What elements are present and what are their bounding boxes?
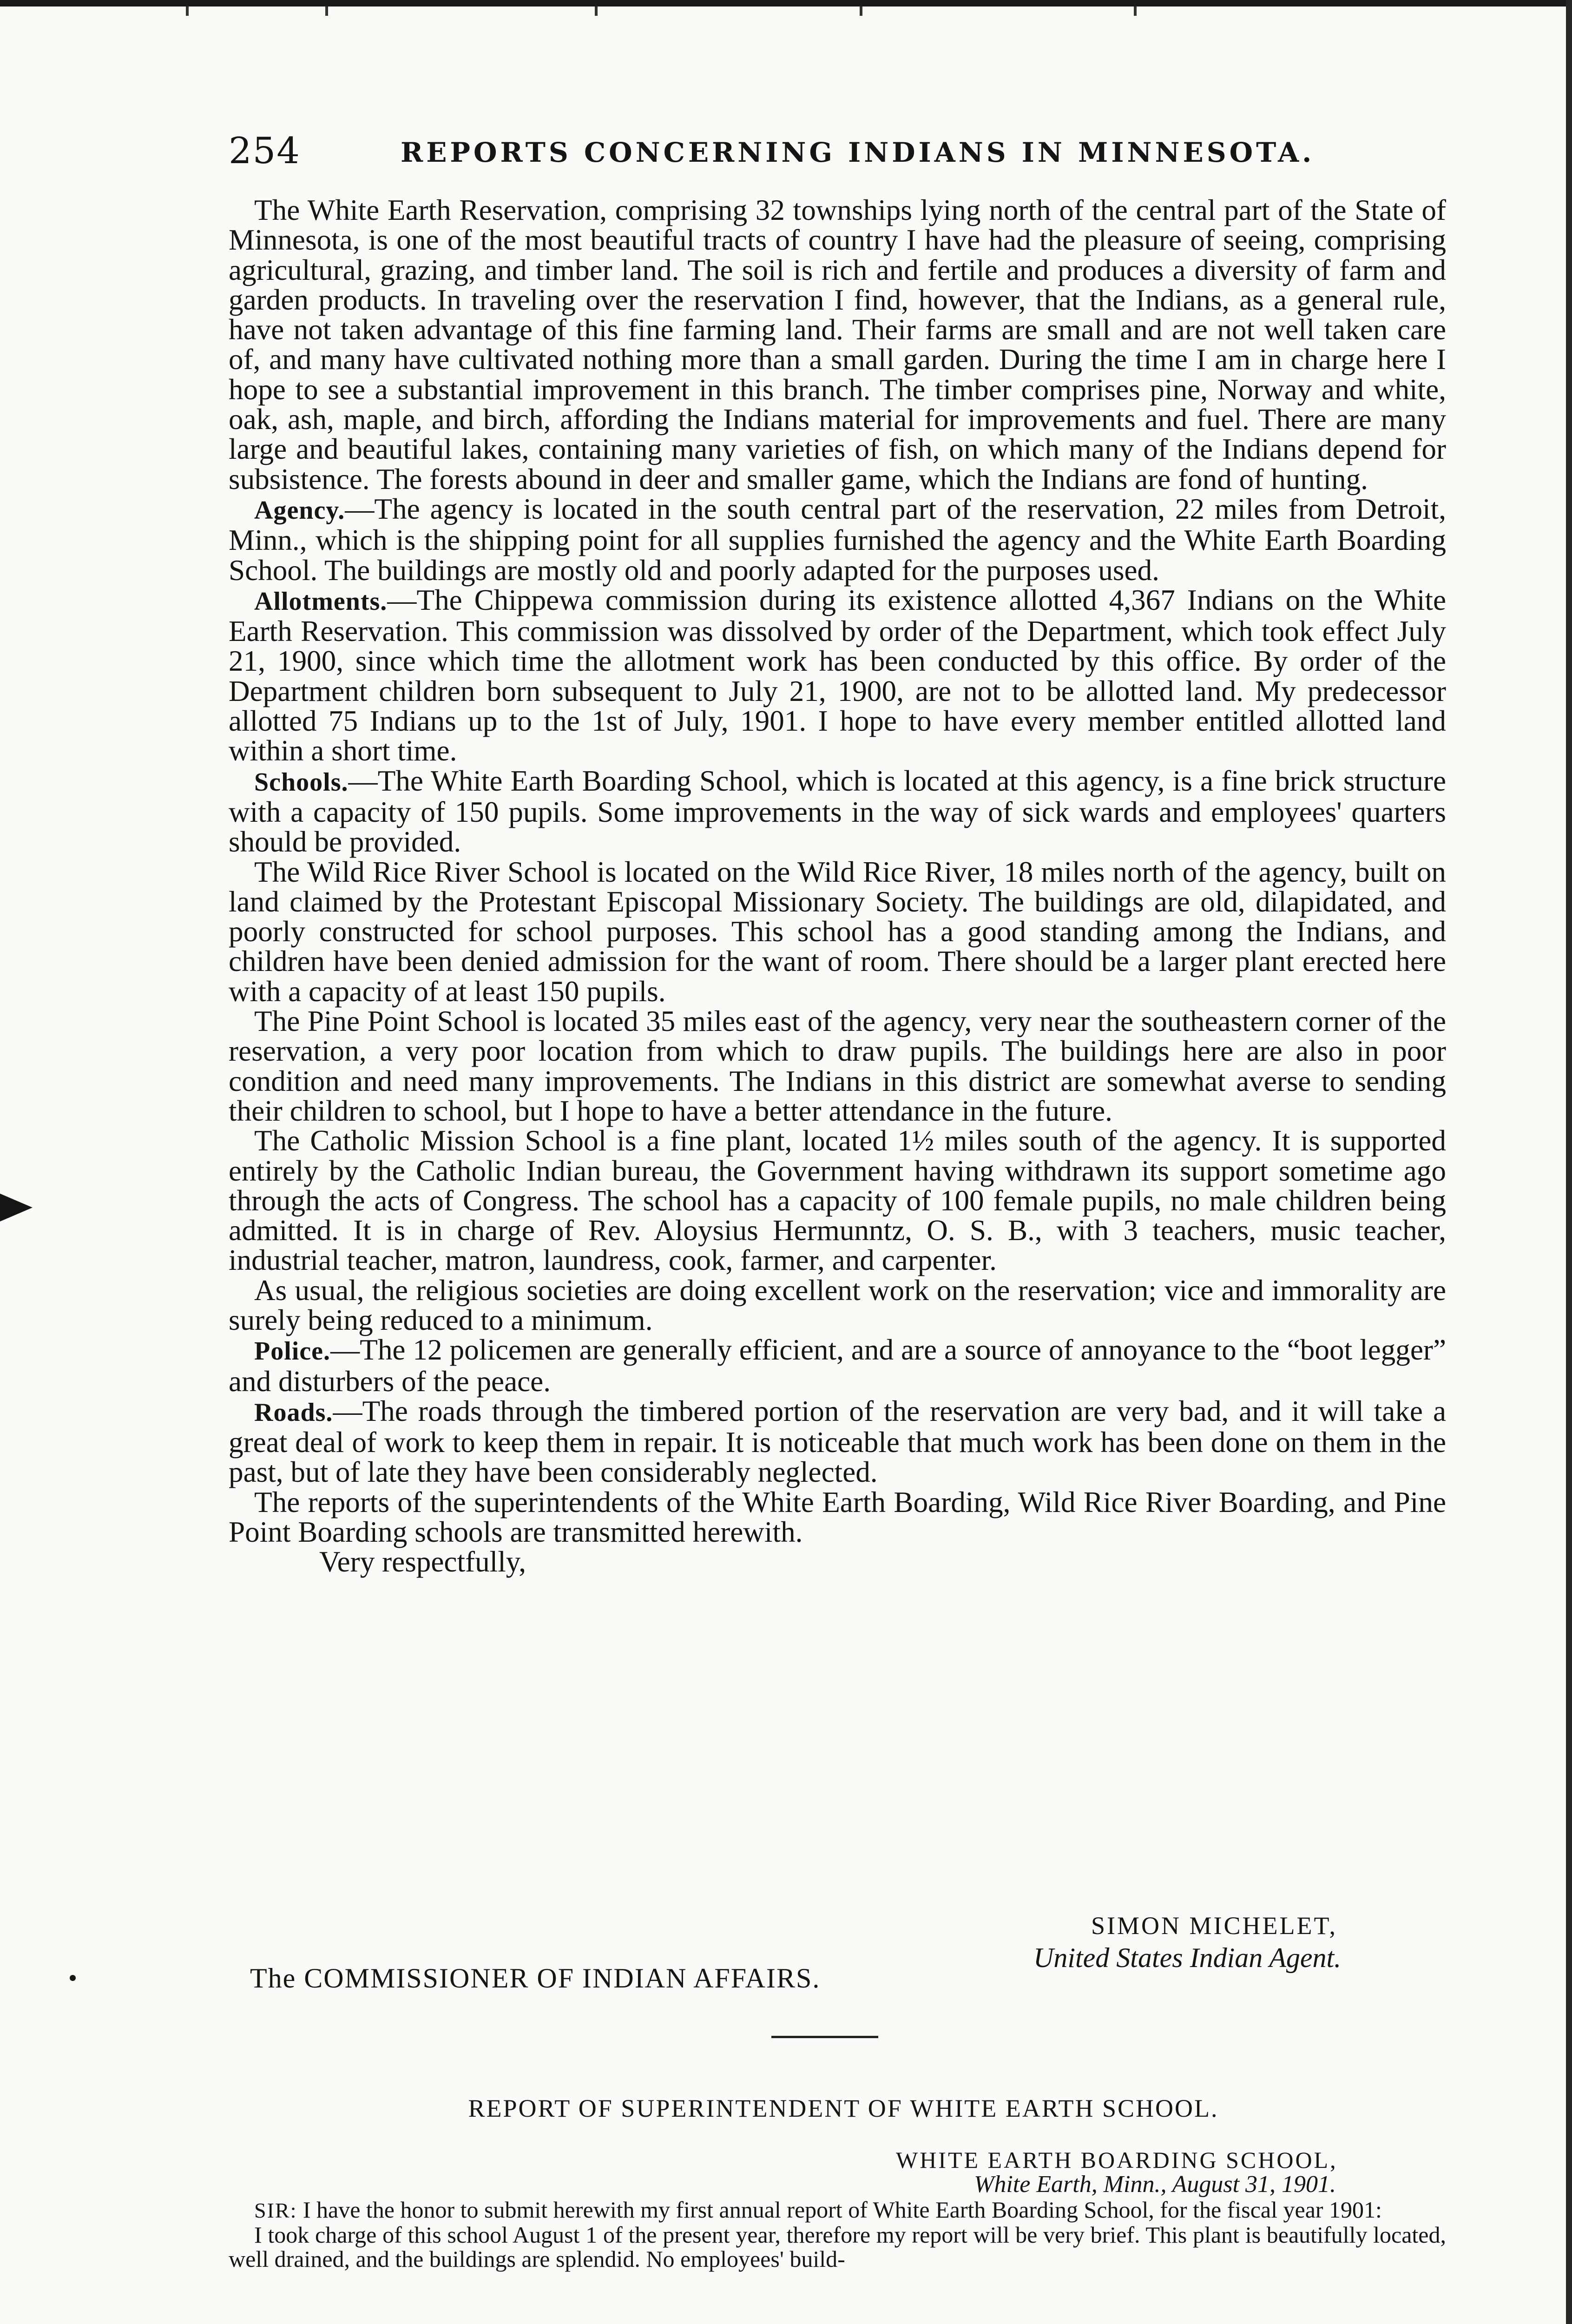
paragraph-police [229,1335,1446,1396]
police-run-in-heading: Police. [254,1337,331,1366]
next-report-paragraph-1 [229,2198,1446,2223]
roads-text: —The roads through the timbered portion of the reservation are very bad, and it will take a great deal of work to keep them in repair. It is noticeable that much work has been done on them in the past, but of late they have been considerably neglected. [229,1394,1446,1489]
allotments-text: —The Chippewa commission during its existence allotted 4,367 Indians on the White Earth Reservation. This commission was dissolved by order of the Department, which took effect July 21, 1900, since which time the allotment work has been conducted by this office. By order of the Department children born subsequent to July 21, 1900, are not to be allotted land. My predecessor allotted 75 Indians up to the 1st of July, 1901. I hope to have every member entitled allotted land within a short time. [229,583,1446,767]
scan-edge-mark [325,7,328,16]
police-text: —The 12 policemen are generally efficient, and are a source of annoyance to the “boot legger” and disturbers of the peace. [229,1334,1446,1398]
scan-edge-top [0,0,1572,7]
allotments-run-in-heading: Allotments. [254,587,388,616]
margin-pointer-mark [0,1194,33,1221]
roads-run-in-heading: Roads. [254,1398,333,1427]
paragraph-pine-point-school: The Pine Point School is located 35 miles east of the agency, very near the southeastern corner of the reservation, a very poor location from which to draw pupils. The buildings here are also in poor condition and need many improvements. The Indians in this district are somewhat averse to sending their children to school, but I hope to have a better attendance in the future. [229,1005,1446,1127]
addressee: The COMMISSIONER OF INDIAN AFFAIRS. [250,1963,821,1994]
paragraph-allotments [229,585,1446,766]
paragraph-agency [229,494,1446,585]
section-divider-rule [771,2036,878,2038]
scan-edge-mark [595,7,598,16]
paragraph-catholic-mission-school: The Catholic Mission School is a fine plant, located 1½ miles south of the agency. It is supported entirely by the Catholic Indian bureau, the Government having withdrawn its support sometime ago through the acts of Congress. The school has a capacity of 100 female pupils, no male children being admitted. It is in charge of Rev. Aloysius Hermunntz, O. S. B., with 3 teachers, music teacher, industrial teacher, matron, laundress, cook, farmer, and carpenter. [229,1124,1446,1277]
paragraph-roads [229,1396,1446,1487]
report-body [229,195,1446,1577]
next-report-heading: REPORT OF SUPERINTENDENT OF WHITE EARTH SCHOOL. [468,2094,1219,2122]
signature-title: United States Indian Agent. [1033,1942,1342,1973]
schools-text: —The White Earth Boarding School, which is located at this agency, is a fine brick structure with a capacity of 150 pupils. Some improvements in the way of sick wards and employees' quarters should be provided. [229,764,1446,858]
page-number: 254 [229,130,301,172]
paragraph-schools [229,766,1446,857]
agency-run-in-heading: Agency. [254,495,345,525]
letterhead-school: WHITE EARTH BOARDING SCHOOL, [896,2147,1338,2173]
scan-edge-mark [186,7,189,16]
running-title: REPORTS CONCERNING INDIANS IN MINNESOTA. [401,137,1315,168]
running-head [229,130,1446,177]
paragraph-wild-rice-school: The Wild Rice River School is located on the Wild Rice River, 18 miles north of the agency, built on land claimed by the Protestant Episcopal Missionary Society. The buildings are old, dilapidated, and poorly constructed for school purposes. This school has a good standing among the Indians, and children have been denied admission for the want of room. There should be a larger plant erected here with a capacity of at least 150 pupils. [229,855,1446,1008]
scan-edge-mark [860,7,862,16]
agency-text: —The agency is located in the south central part of the reservation, 22 miles from Detroit, Minn., which is the shipping point for all supplies furnished the agency and the White Earth Boarding School. The buildings are mostly old and poorly adapted for the purposes used. [229,492,1446,587]
signature-name: SIMON MICHELET, [1091,1912,1337,1940]
paragraph-intro: The White Earth Reservation, comprising 32 townships lying north of the central part of the State of Minnesota, is one of the most beautiful tracts of country I have had the pleasure of seeing, comprising agricultural, grazing, and timber land. The soil is rich and fertile and produces a diversity of farm and garden products. In traveling over the reservation I find, however, that the Indians, as a general rule, have not taken advantage of this fine farming land. Their farms are small and are not well taken care of, and many have cultivated nothing more than a small garden. During the time I am in charge here I hope to see a substantial improvement in this branch. The timber comprises pine, Norway and white, oak, ash, maple, and birch, affording the Indians material for improvements and fuel. There are many large and beautiful lakes, containing many varieties of fish, on which many of the Indians depend for subsistence. The forests abound in deer and smaller game, which the Indians are fond of hunting. [229,194,1446,495]
next-report-paragraph-2: I took charge of this school August 1 of the present year, therefore my report will be very brief. This plant is beautifully located, well drained, and the buildings are splendid. No employees' build- [229,2222,1446,2272]
closing: Very respectfully, [319,1545,526,1578]
next-report-para1-text: I have the honor to submit herewith my first annual report of White Earth Boarding School, for the fiscal year 1901: [303,2197,1382,2223]
paragraph-religious-societies: As usual, the religious societies are doing excellent work on the reservation; vice and immorality are surely being reduced to a minimum. [229,1274,1446,1336]
letterhead-place-date: White Earth, Minn., August 31, 1901. [974,2171,1336,2198]
next-report-body [229,2198,1446,2271]
paragraph-transmittal: The reports of the superintendents of the White Earth Boarding, Wild Rice River Boarding, and Pine Point Boarding schools are transmitted herewith. [229,1486,1446,1549]
schools-run-in-heading: Schools. [254,767,349,797]
scan-edge-right [1566,0,1572,2324]
margin-dot [70,1975,76,1981]
salutation: SIR: [254,2199,297,2222]
scan-edge-mark [1134,7,1137,16]
